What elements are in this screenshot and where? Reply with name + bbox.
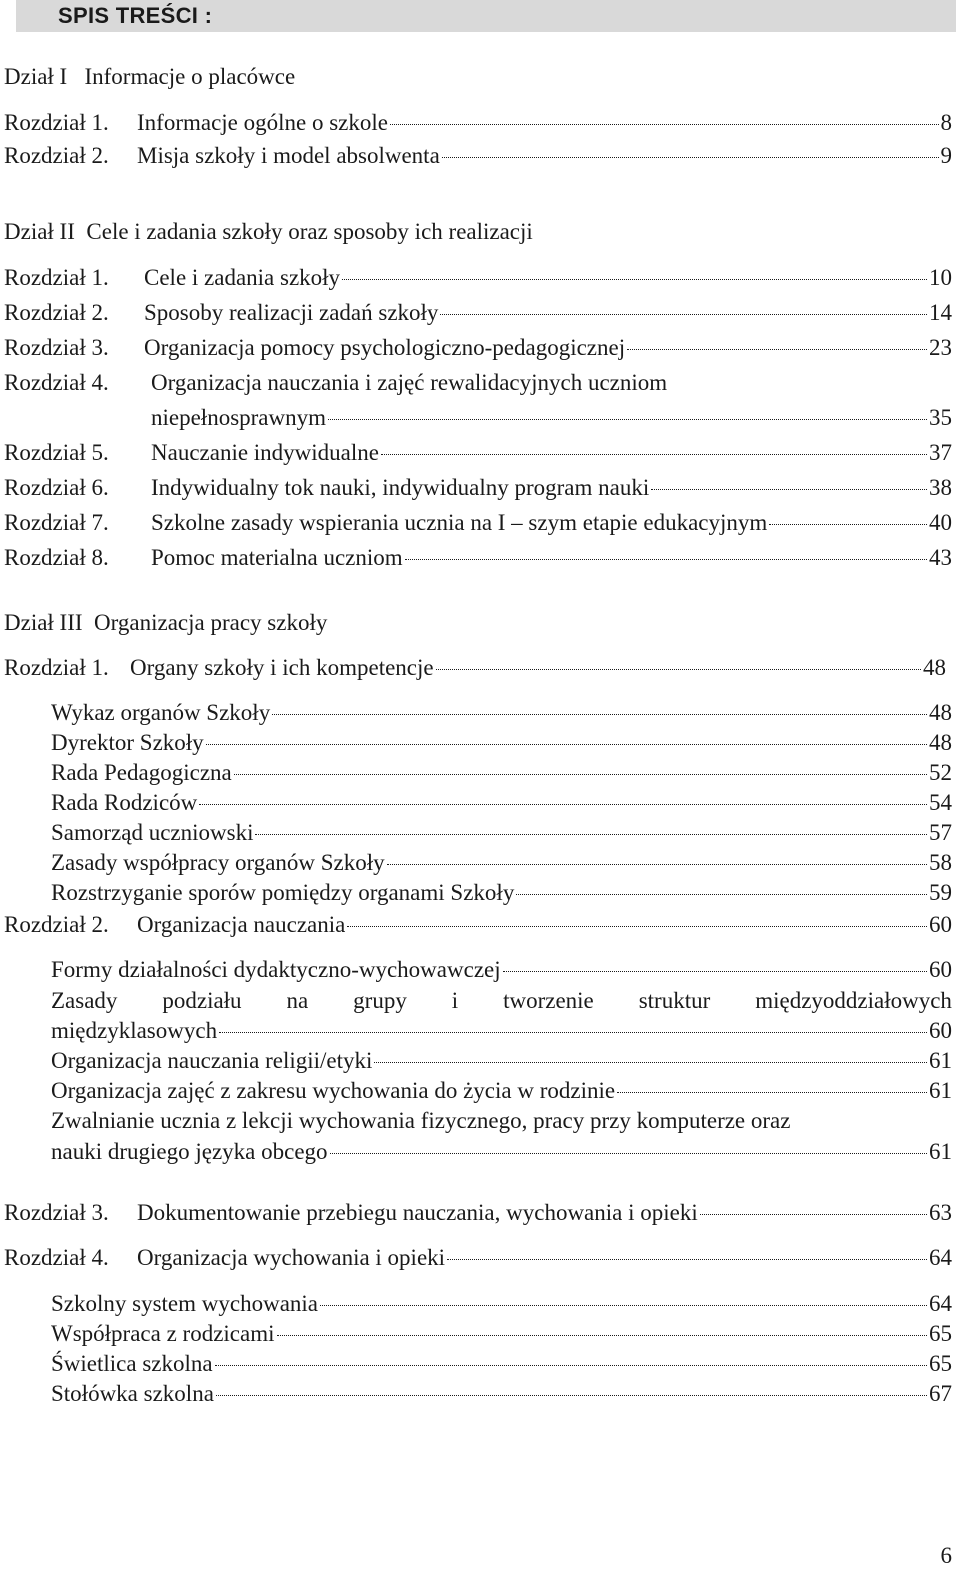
- chapter-title: Dokumentowanie przebiegu nauczania, wychowania i opieki: [137, 1200, 698, 1225]
- subentry-title: Rada Pedagogiczna: [51, 760, 232, 785]
- toc-entry: [4, 473, 952, 503]
- dot-leader: [255, 834, 927, 835]
- dot-leader: [381, 454, 927, 455]
- chapter-title: Organizacja nauczania i zajęć rewalidacyjnych uczniom: [151, 370, 668, 395]
- chapter-title: Organy szkoły i ich kompetencje: [130, 655, 434, 680]
- dot-leader: [206, 744, 927, 745]
- section-heading-d3: [4, 608, 327, 638]
- section-heading-d2: [4, 217, 533, 247]
- page-ref: 38: [929, 475, 952, 500]
- title-bar: [16, 0, 956, 32]
- dot-leader: [769, 524, 927, 525]
- chapter-title: Informacje ogólne o szkole: [137, 110, 388, 135]
- toc-entry: [4, 298, 952, 328]
- dot-leader: [405, 559, 927, 560]
- page-ref: 37: [929, 440, 952, 465]
- page-ref: 57: [929, 820, 952, 845]
- section-name: Organizacja pracy szkoły: [94, 610, 328, 635]
- page-ref: 64: [929, 1291, 952, 1316]
- subentry-title: Organizacja nauczania religii/etyki: [51, 1048, 373, 1073]
- toc-subentry: [51, 1379, 952, 1409]
- dot-leader: [440, 314, 927, 315]
- dot-leader: [328, 419, 927, 420]
- chapter-title: Indywidualny tok nauki, indywidualny program nauki: [151, 475, 650, 500]
- page-ref: 14: [929, 300, 952, 325]
- toc-subentry: [51, 758, 952, 788]
- dot-leader: [442, 157, 939, 158]
- page-ref: 54: [929, 790, 952, 815]
- chapter-number: Rozdział 1.: [4, 110, 109, 135]
- dot-leader: [320, 1305, 927, 1306]
- toc-subentry: [51, 698, 952, 728]
- page-ref: 23: [929, 335, 952, 360]
- dot-leader: [627, 349, 927, 350]
- toc-entry: [4, 263, 952, 293]
- dot-leader: [390, 124, 939, 125]
- chapter-number: Rozdział 1.: [4, 655, 109, 680]
- dot-leader: [342, 279, 927, 280]
- page-ref: 61: [929, 1139, 952, 1164]
- dot-leader: [277, 1335, 928, 1336]
- subentry-title: Zasady współpracy organów Szkoły: [51, 850, 385, 875]
- page-ref: 8: [940, 110, 952, 135]
- page-ref: 63: [929, 1200, 952, 1225]
- page-ref: 43: [929, 545, 952, 570]
- chapter-number: Rozdział 2.: [4, 143, 109, 168]
- chapter-number: Rozdział 1.: [4, 265, 109, 290]
- toc-subentry: [51, 1319, 952, 1349]
- chapter-number: Rozdział 7.: [4, 510, 109, 535]
- toc-subentry: [51, 1076, 952, 1106]
- page-ref: 48: [923, 655, 946, 680]
- subentry-title: Rozstrzyganie sporów pomiędzy organami Szkoły: [51, 880, 515, 905]
- dot-leader: [436, 669, 921, 670]
- toc-subentry-wrapped: [51, 1106, 952, 1136]
- chapter-title: Misja szkoły i model absolwenta: [137, 143, 440, 168]
- toc-entry: [4, 543, 952, 573]
- page-ref: 65: [929, 1351, 952, 1376]
- subentry-title: Zwalnianie ucznia z lekcji wychowania fizycznego, pracy przy komputerze oraz: [51, 1108, 791, 1133]
- dot-leader: [347, 926, 927, 927]
- chapter-title: Organizacja nauczania: [137, 912, 346, 937]
- dot-leader: [516, 894, 927, 895]
- toc-entry: [4, 141, 952, 171]
- toc-subentry: [51, 728, 952, 758]
- page-ref: 65: [929, 1321, 952, 1346]
- toc-entry-continuation: [4, 403, 952, 433]
- subentry-title: Wykaz organów Szkoły: [51, 700, 271, 725]
- toc-entry: [4, 910, 952, 940]
- page-ref: 10: [929, 265, 952, 290]
- toc-entry: [4, 438, 952, 468]
- page-title: SPIS TREŚCI :: [58, 3, 213, 28]
- toc-subentry-continuation: [51, 1137, 952, 1167]
- subentry-title: Rada Rodziców: [51, 790, 198, 815]
- chapter-number: Rozdział 8.: [4, 545, 109, 570]
- chapter-number: Rozdział 4.: [4, 1245, 109, 1270]
- section-name: Cele i zadania szkoły oraz sposoby ich realizacji: [86, 219, 533, 244]
- page-ref: 48: [929, 700, 952, 725]
- chapter-number: Rozdział 2.: [4, 300, 109, 325]
- chapter-number: Rozdział 5.: [4, 440, 109, 465]
- subentry-title: Współpraca z rodzicami: [51, 1321, 275, 1346]
- subentry-title: Samorząd uczniowski: [51, 820, 254, 845]
- chapter-title: niepełnosprawnym: [151, 405, 327, 430]
- toc-subentry: [51, 878, 952, 908]
- dot-leader: [219, 1032, 927, 1033]
- section-heading-d1: [4, 62, 295, 92]
- dot-leader: [374, 1062, 927, 1063]
- chapter-number: Rozdział 3.: [4, 1200, 109, 1225]
- page-ref: 58: [929, 850, 952, 875]
- toc-subentry: [51, 848, 952, 878]
- dot-leader: [387, 864, 927, 865]
- page-ref: 48: [929, 730, 952, 755]
- dot-leader: [617, 1092, 927, 1093]
- chapter-number: Rozdział 3.: [4, 335, 109, 360]
- page-ref: 60: [929, 957, 952, 982]
- chapter-title: Szkolne zasady wspierania ucznia na I – szym etapie edukacyjnym: [151, 510, 768, 535]
- toc-entry: [4, 108, 952, 138]
- page-ref: 52: [929, 760, 952, 785]
- subentry-title: międzyklasowych: [51, 1018, 218, 1043]
- toc-entry: [4, 368, 952, 398]
- dot-leader: [216, 1395, 927, 1396]
- toc-subentry: [51, 1349, 952, 1379]
- subentry-title: Stołówka szkolna: [51, 1381, 214, 1406]
- toc-subentry: [51, 1289, 952, 1319]
- toc-subentry: [51, 788, 952, 818]
- toc-subentry: [51, 818, 952, 848]
- chapter-number: Rozdział 6.: [4, 475, 109, 500]
- toc-entry: [4, 1198, 952, 1228]
- dot-leader: [503, 971, 927, 972]
- chapter-title: Pomoc materialna uczniom: [151, 545, 403, 570]
- dot-leader: [272, 714, 927, 715]
- page-ref: 61: [929, 1078, 952, 1103]
- toc-entry: [4, 333, 952, 363]
- page-ref: 59: [929, 880, 952, 905]
- dot-leader: [234, 774, 927, 775]
- chapter-number: Rozdział 4.: [4, 370, 109, 395]
- chapter-number: Rozdział 2.: [4, 912, 109, 937]
- dot-leader: [447, 1259, 927, 1260]
- section-label: Dział I: [4, 64, 68, 89]
- chapter-title: Cele i zadania szkoły: [144, 265, 341, 290]
- page-ref: 40: [929, 510, 952, 535]
- dot-leader: [700, 1214, 927, 1215]
- section-name: Informacje o placówce: [84, 64, 296, 89]
- page-ref: 64: [929, 1245, 952, 1270]
- subentry-title: Świetlica szkolna: [51, 1351, 213, 1376]
- page-ref: 61: [929, 1048, 952, 1073]
- section-label: Dział III: [4, 610, 83, 635]
- chapter-title: Sposoby realizacji zadań szkoły: [144, 300, 439, 325]
- toc-entry: [4, 1243, 952, 1273]
- dot-leader: [199, 804, 927, 805]
- toc-subentry: [51, 1046, 952, 1076]
- toc-subentry-continuation: [51, 1016, 952, 1046]
- subentry-title: Dyrektor Szkoły: [51, 730, 204, 755]
- page-ref: 9: [940, 143, 952, 168]
- page-number: 6: [940, 1543, 952, 1568]
- page-ref: 60: [929, 912, 952, 937]
- chapter-title: Nauczanie indywidualne: [151, 440, 379, 465]
- toc-entry: [4, 653, 946, 683]
- dot-leader: [651, 489, 927, 490]
- toc-subentry: [51, 955, 952, 985]
- section-label: Dział II: [4, 219, 75, 244]
- chapter-title: Organizacja pomocy psychologiczno-pedagogicznej: [144, 335, 626, 360]
- subentry-title: Formy działalności dydaktyczno-wychowawczej: [51, 957, 501, 982]
- subentry-title: nauki drugiego języka obcego: [51, 1139, 328, 1164]
- toc-subentry-wrapped: Zasady podziału na grupy i tworzenie struktur międzyoddziałowych: [51, 988, 952, 1013]
- page-ref: 67: [929, 1381, 952, 1406]
- subentry-title: Organizacja zajęć z zakresu wychowania do życia w rodzinie: [51, 1078, 616, 1103]
- subentry-title: Szkolny system wychowania: [51, 1291, 319, 1316]
- dot-leader: [330, 1153, 927, 1154]
- toc-entry: [4, 508, 952, 538]
- dot-leader: [215, 1365, 927, 1366]
- chapter-title: Organizacja wychowania i opieki: [137, 1245, 446, 1270]
- page-ref: 35: [929, 405, 952, 430]
- page-ref: 60: [929, 1018, 952, 1043]
